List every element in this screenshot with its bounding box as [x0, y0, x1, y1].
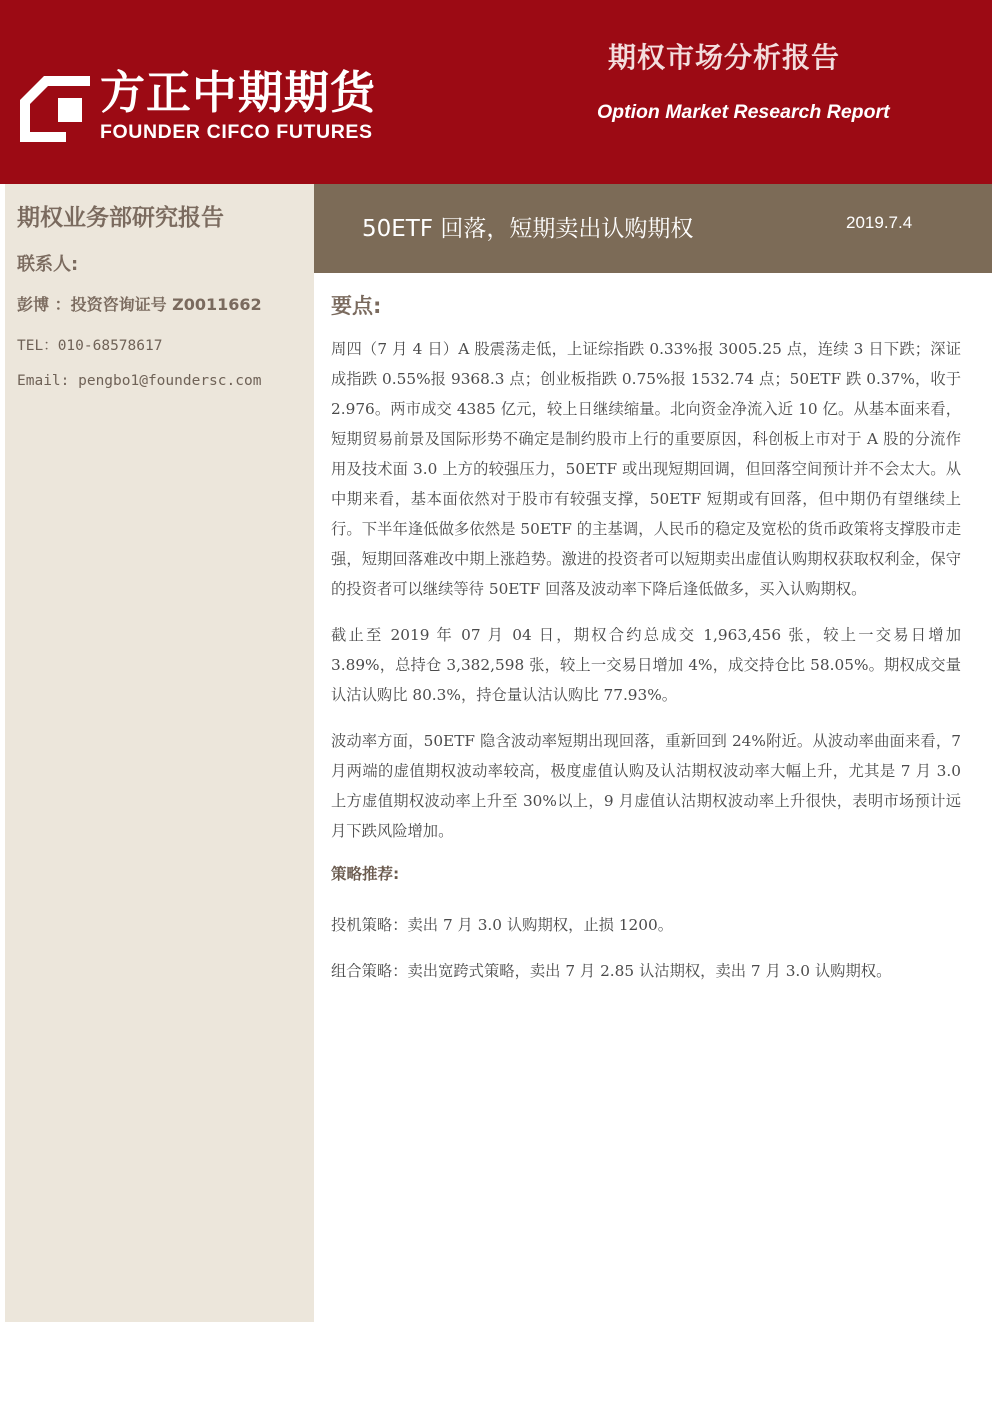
analyst-name: 彭博 ：投资咨询证号 Z0011662 [17, 295, 262, 314]
contact-email[interactable]: Email: pengbo1@foundersc.com [17, 373, 262, 389]
department-title: 期权业务部研究报告 [17, 205, 224, 231]
volatility-paragraph: 波动率方面，50ETF 隐含波动率短期出现回落，重新回到 24%附近。从波动率曲面来看，7 月两端的虚值期权波动率较高，极度虚值认购及认沽期权波动率大幅上升，尤其是 7 月 3.0 上方虚值期权波动率上升至 30%以上，9 月虚值认沽期权波动率上升很快，表明市场预计远月下跌风险增加。 [331, 732, 961, 840]
founder-logo-icon [20, 76, 90, 142]
report-title-chinese: 期权市场分析报告 [608, 41, 841, 74]
logo-chinese-name: 方正中期期货 [100, 66, 377, 119]
logo-english-name: FOUNDER CIFCO FUTURES [100, 121, 373, 143]
contact-label: 联系人: [17, 254, 79, 275]
market-summary-paragraph: 周四（7 月 4 日）A 股震荡走低，上证综指跌 0.33%报 3005.25 点，连续 3 日下跌；深证成指跌 0.55%报 9368.3 点；创业板指跌 0.75%报 1532.74 点；50ETF 跌 0.37%，收于 2.976。两市成交 4385 亿元，较上日继续缩量。北向资金净流入近 10 亿。从基本面来看，短期贸易前景及国际形势不确定是制约股市上行的重要原因，科创板上市对于 A 股的分流作用及技术面 3.0 上方的较强压力，50ETF 或出现短期回调，但回落空间预计并不会太大。从中期来看，基本面依然对于股市有较强支撑，50ETF 短期或有回落，但中期仍有望继续上行。下半年逢低做多依然是 50ETF 的主基调，人民币的稳定及宽松的货币政策将支撑股市走强，短期回落难改中期上涨趋势。激进的投资者可以短期卖出虚值认购期权获取权利金，保守的投资者可以继续等待 50ETF 回落及波动率下降后逢低做多，买入认购期权。 [331, 340, 961, 598]
report-date: 2019.7.4 [846, 213, 913, 232]
report-title-english: Option Market Research Report [597, 101, 890, 123]
report-headline: 50ETF 回落，短期卖出认购期权 [362, 216, 694, 242]
main-content [331, 290, 961, 1002]
report-header [0, 0, 992, 184]
key-points-heading: 要点: [331, 294, 382, 318]
volume-paragraph: 截止至 2019 年 07 月 04 日，期权合约总成交 1,963,456 张，较上一交易日增加 3.89%，总持仓 3,382,598 张，较上一交易日增加 4%，成交持仓比 58.05%。期权成交量认沽认购比 80.3%，持仓量认沽认购比 77.93%。 [331, 626, 961, 704]
speculative-strategy: 投机策略：卖出 7 月 3.0 认购期权，止损 1200。 [331, 916, 674, 934]
strategy-heading: 策略推荐: [331, 865, 400, 883]
contact-phone: TEL：010-68578617 [17, 338, 163, 354]
combination-strategy: 组合策略：卖出宽跨式策略，卖出 7 月 2.85 认沽期权，卖出 7 月 3.0 认购期权。 [331, 962, 892, 980]
